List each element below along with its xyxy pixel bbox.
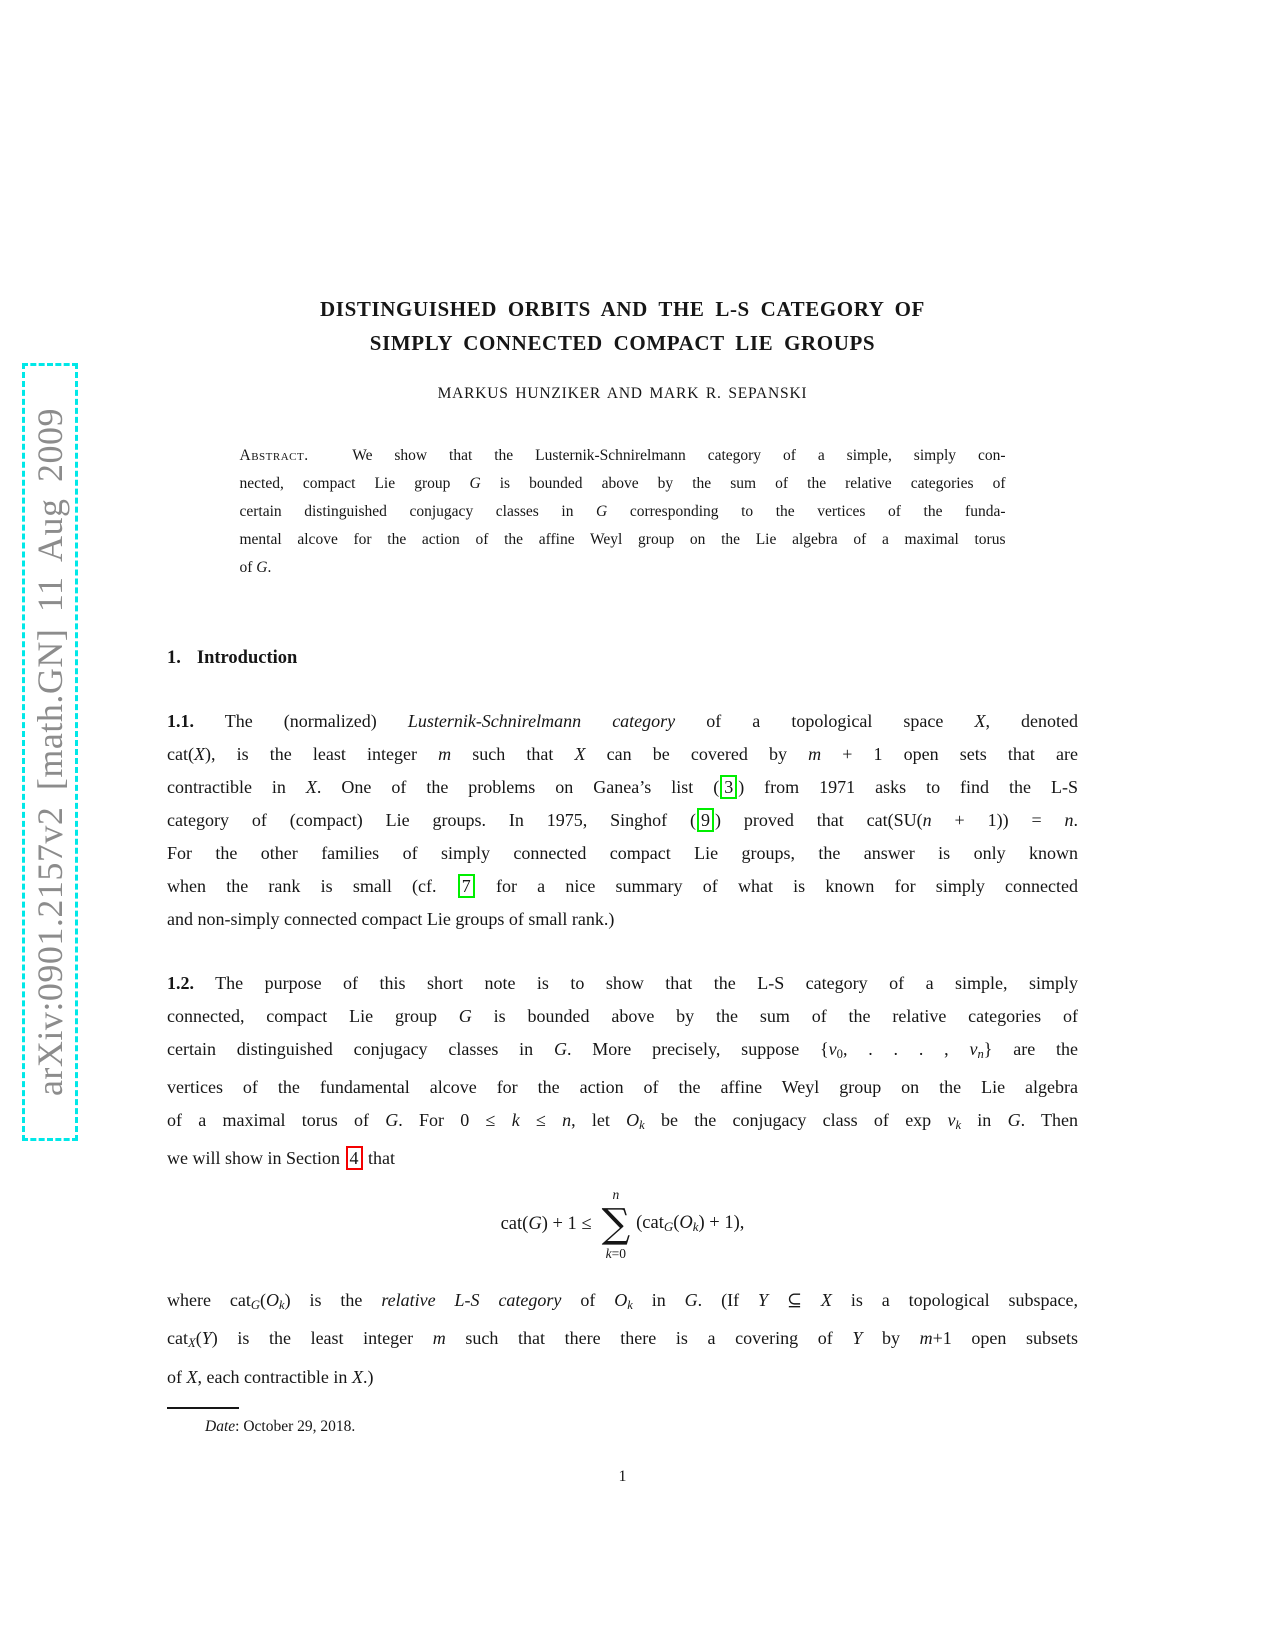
text-segment: k (639, 1118, 645, 1133)
text-segment: , . . . , (842, 1039, 970, 1059)
text-segment: . (If (697, 1290, 758, 1311)
text-segment: for a nice summary of what is known for simply connected (475, 876, 1078, 896)
text-segment: m (919, 1328, 933, 1349)
text-line (240, 498, 1006, 526)
text-segment: O (626, 1110, 640, 1131)
paragraph-1-1 (167, 705, 1078, 936)
text-segment: such that (451, 744, 575, 764)
text-segment: Y (757, 1290, 768, 1311)
text-segment: +1 open subsets (932, 1328, 1079, 1349)
text-segment: k (511, 1110, 520, 1131)
text-segment: The purpose of this short note is to show that the L-S category of a simple, simply (194, 973, 1078, 993)
text-segment: mental alcove for the action of the affine Weyl group on the Lie algebra of a maximal torus (239, 531, 1006, 548)
text-segment: of a maximal torus of (167, 1110, 386, 1131)
text-segment: . For 0 ≤ (398, 1110, 512, 1131)
text-segment: Lusternik-Schnirelmann category (407, 711, 676, 731)
text-line (167, 967, 1078, 1000)
text-segment: ⊆ (768, 1290, 821, 1311)
text-segment: in (961, 1110, 1008, 1131)
text-line (167, 870, 1078, 903)
text-segment: ), is the least integer (204, 744, 439, 764)
text-segment: G (663, 1219, 674, 1235)
text-segment: relative L-S category (381, 1290, 562, 1311)
text-segment: when the rank is small (cf. (167, 876, 457, 896)
text-segment: ) is the least integer (211, 1328, 433, 1349)
text-line (167, 837, 1078, 870)
text-segment: . (1073, 810, 1078, 830)
paragraph-1-2 (167, 967, 1078, 1175)
text-segment: n (562, 1110, 572, 1131)
text-segment: corresponding to the vertices of the funda- (607, 503, 1006, 520)
text-segment: v (828, 1039, 837, 1059)
text-segment: . Then (1020, 1110, 1078, 1131)
text-segment: ≤ (519, 1110, 563, 1131)
text-segment: n (1064, 810, 1074, 830)
text-line (167, 1104, 1078, 1142)
summation-operator (602, 1187, 631, 1261)
text-segment: can be covered by (585, 744, 809, 764)
text-segment: . One of the problems on Ganea’s list ( (316, 777, 720, 797)
paper-title (197, 292, 1048, 360)
text-segment: be the conjugacy class of exp (644, 1110, 948, 1131)
paper-title-line-1: DISTINGUISHED ORBITS AND THE L-S CATEGORY OF (320, 297, 925, 321)
text-segment: of (561, 1290, 615, 1311)
text-segment: G (469, 475, 481, 492)
text-segment: We show that the Lusternik-Schnirelmann category of a simple, simply con- (308, 447, 1006, 464)
text-line (167, 738, 1078, 771)
text-segment: m (808, 744, 822, 764)
text-line (167, 705, 1078, 738)
text-segment: m (432, 1328, 446, 1349)
page-number: 1 (618, 1468, 627, 1485)
text-segment: certain distinguished conjugacy classes in (167, 1039, 554, 1059)
text-segment: Abstract. (239, 447, 309, 464)
text-segment: certain distinguished conjugacy classes in (239, 503, 597, 520)
equation-right-side (636, 1213, 744, 1235)
text-segment: G (385, 1110, 399, 1131)
text-segment: v (947, 1110, 956, 1131)
section-number: 1. (167, 648, 181, 668)
text-segment: ) proved that cat(SU( (715, 810, 923, 830)
text-line (167, 1000, 1078, 1033)
text-segment: X (974, 711, 986, 731)
arxiv-watermark-box (22, 363, 78, 1141)
text-line (167, 1322, 1078, 1360)
text-segment: we will show in Section (167, 1148, 345, 1169)
text-segment: =0 (611, 1246, 627, 1262)
text-segment: The (normalized) (194, 711, 408, 731)
paper-body (167, 0, 1078, 1436)
text-segment: , denoted (985, 711, 1078, 731)
text-segment: is bounded above by the sum of the relative categories of (471, 1006, 1078, 1026)
text-line (240, 470, 1006, 498)
text-segment: For the other families of simply connected compact Lie groups, the answer is only known (167, 843, 1078, 863)
text-segment: k (278, 1298, 285, 1313)
citation-ref-7[interactable]: 7 (458, 874, 475, 898)
text-segment: cat( (167, 744, 194, 764)
text-segment: G (596, 503, 608, 520)
text-segment: G (1007, 1110, 1021, 1131)
sum-lower-limit (606, 1246, 626, 1261)
text-segment: where cat (167, 1290, 251, 1311)
text-segment: G (250, 1298, 260, 1313)
text-segment: , let (571, 1110, 627, 1131)
text-segment: n (922, 810, 932, 830)
text-segment: O (614, 1290, 628, 1311)
paper-title-line-2: SIMPLY CONNECTED COMPACT LIE GROUPS (369, 331, 876, 355)
text-segment: : October 29, 2018. (235, 1417, 356, 1435)
section-heading (167, 648, 1078, 669)
text-segment: Date (205, 1417, 236, 1435)
text-segment: ( (195, 1328, 202, 1349)
text-line (167, 1071, 1078, 1104)
section-title: Introduction (196, 648, 298, 668)
equation-left-side (501, 1214, 592, 1235)
sigma-symbol: ∑ (601, 1201, 631, 1248)
text-segment: 0 (836, 1047, 843, 1062)
text-segment: + 1 open sets that are (821, 744, 1078, 764)
text-segment: (cat (636, 1213, 664, 1234)
footnote-rule (167, 1407, 239, 1409)
text-segment: O (679, 1213, 693, 1234)
text-segment: G (528, 1213, 542, 1234)
text-segment: m (438, 744, 452, 764)
text-segment: ) + 1 ≤ (541, 1213, 592, 1234)
text-segment: k (955, 1118, 962, 1133)
text-segment: X (574, 744, 586, 764)
text-segment: 1.2. (167, 973, 194, 993)
citation-ref-9[interactable]: 9 (697, 808, 714, 832)
text-segment: 1.1. (167, 711, 194, 731)
citation-ref-3[interactable]: 3 (720, 775, 737, 799)
text-segment: connected, compact Lie group (167, 1006, 459, 1026)
text-segment: k (692, 1219, 699, 1235)
text-segment: X (193, 744, 205, 764)
text-line (240, 554, 1006, 582)
text-line (167, 1033, 1078, 1071)
text-segment: . More precisely, suppose { (566, 1039, 829, 1059)
text-line (240, 526, 1006, 554)
paragraph-after-equation (167, 1284, 1078, 1393)
text-segment: k (605, 1246, 612, 1262)
text-segment: G (553, 1039, 567, 1059)
text-segment: category of (compact) Lie groups. In 1975, Singhof ( (167, 810, 697, 830)
text-segment: n (977, 1047, 984, 1062)
sum-upper-limit: n (612, 1187, 620, 1203)
text-line (240, 442, 1006, 470)
text-segment: nected, compact Lie group (239, 475, 470, 492)
text-line (167, 771, 1078, 804)
text-segment: Y (201, 1328, 212, 1349)
text-segment: cat (167, 1328, 188, 1349)
text-segment: X (820, 1290, 832, 1311)
text-segment: is bounded above by the sum of the relative categories of (480, 475, 1006, 492)
authors-line: MARKUS HUNZIKER AND MARK R. SEPANSKI (437, 385, 808, 402)
text-segment: v (969, 1039, 978, 1059)
text-segment: such that there there is a covering of (445, 1328, 853, 1349)
text-segment: O (265, 1290, 279, 1311)
text-line (167, 1284, 1078, 1322)
text-line (167, 804, 1078, 837)
text-segment: ( (673, 1213, 680, 1234)
text-segment: k (627, 1298, 633, 1313)
text-segment: , each contractible in (197, 1366, 352, 1387)
text-segment: of (239, 559, 257, 576)
text-line (167, 1361, 1078, 1394)
text-segment: X (186, 1366, 198, 1387)
text-segment: cat( (500, 1213, 529, 1234)
text-segment: X (305, 777, 317, 797)
abstract (240, 442, 1006, 582)
text-segment: G (684, 1290, 698, 1311)
text-segment: + 1)) = (931, 810, 1065, 830)
text-segment: .) (362, 1366, 374, 1387)
text-segment: contractible in (167, 777, 306, 797)
section-ref-4[interactable]: 4 (346, 1146, 363, 1170)
text-segment: X (187, 1336, 196, 1351)
text-segment: ) is the (284, 1290, 382, 1311)
text-segment: G (458, 1006, 472, 1026)
date-line (167, 1418, 1078, 1436)
text-segment: by (862, 1328, 920, 1349)
text-segment: ) from 1971 asks to find the L-S (738, 777, 1079, 797)
text-segment: vertices of the fundamental alcove for the action of the affine Weyl group on the Lie algebra (167, 1077, 1078, 1098)
text-segment: of a topological space (675, 711, 975, 731)
text-line (167, 903, 1078, 936)
text-segment: ( (259, 1290, 266, 1311)
text-segment: . (267, 559, 272, 576)
text-segment: X (351, 1366, 363, 1387)
text-segment: in (632, 1290, 685, 1311)
display-equation (167, 1187, 1078, 1261)
text-segment: Y (852, 1328, 863, 1349)
text-segment: and non-simply connected compact Lie groups of small rank.) (167, 909, 615, 929)
text-segment: that (363, 1148, 395, 1169)
text-segment: is a topological subspace, (831, 1290, 1079, 1311)
text-line (167, 1142, 1078, 1175)
text-segment: ) + 1), (698, 1213, 745, 1234)
text-segment: } are the (983, 1039, 1079, 1059)
text-segment: G (256, 559, 268, 576)
arxiv-watermark-text: arXiv:0901.2157v2 [math.GN] 11 Aug 2009 (30, 407, 70, 1097)
text-segment: of (167, 1366, 187, 1387)
